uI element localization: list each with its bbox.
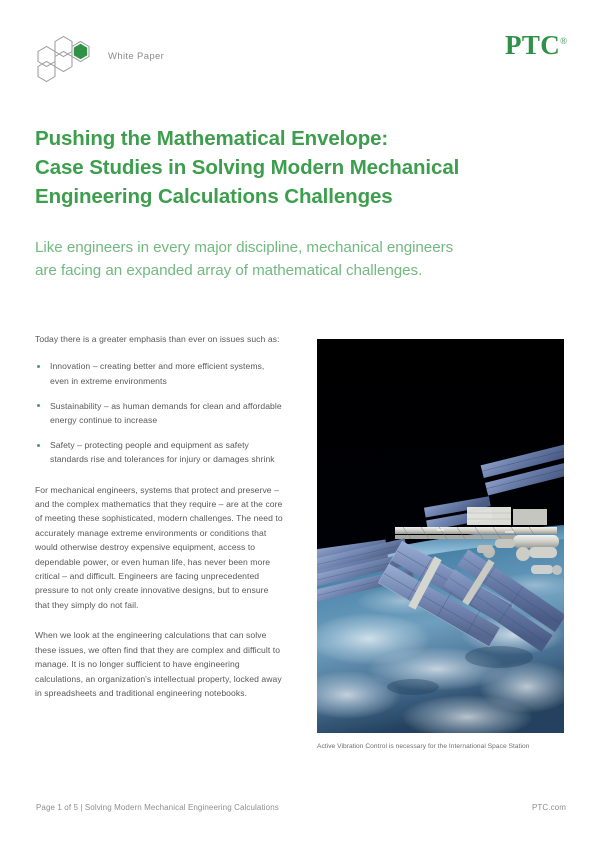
- title-block: [35, 124, 555, 211]
- footer-website-link[interactable]: PTC.com: [531, 803, 566, 812]
- list-item: Innovation – creating better and more efficient systems, even in extreme environments: [35, 359, 285, 387]
- page-subtitle: [35, 236, 555, 282]
- white-paper-label: White Paper: [108, 51, 165, 62]
- figure-block: [317, 339, 564, 752]
- subtitle-line-2: are facing an expanded array of mathematical challenges.: [35, 262, 423, 279]
- list-item: Safety – protecting people and equipment as safety standards rise and tolerances for injury or damages shrink: [35, 438, 285, 466]
- ptc-logo: [505, 32, 567, 59]
- title-line-3: Engineering Calculations Challenges: [35, 185, 393, 208]
- text-column: [35, 332, 285, 710]
- footer-page-info: Page 1 of 5 | Solving Modern Mechanical Engineering Calculations: [36, 803, 279, 812]
- subtitle-line-1: Like engineers in every major discipline, mechanical engineers: [35, 239, 454, 256]
- registered-trademark-icon: ®: [560, 36, 567, 46]
- issues-bullet-list: [35, 359, 285, 466]
- intro-paragraph: Today there is a greater emphasis than ever on issues such as:: [35, 334, 280, 344]
- title-line-2: Case Studies in Solving Modern Mechanical: [35, 156, 460, 179]
- international-space-station-photo: [317, 339, 564, 733]
- list-item: Sustainability – as human demands for clean and affordable energy continue to increase: [35, 399, 285, 427]
- body-paragraph-2: For mechanical engineers, systems that protect and preserve – and the complex mathematics that they require – are at the core of meeting these sophisticated, modern challenges. The need to accurately manage extreme environments or conditions that would otherwise destroy expensive equipment, access to dependable power, or even human life, has never been more critical – and difficult. Engineers are facing unprecedented pressure to not only create innovative designs, but to ensure that they simply do not fail.: [35, 484, 283, 610]
- page-header: [0, 0, 600, 110]
- title-line-1: Pushing the Mathematical Envelope:: [35, 127, 389, 150]
- ptc-wordmark: PTC: [504, 30, 561, 60]
- hexagon-cluster-icon: [36, 30, 114, 92]
- page-footer: [0, 789, 600, 849]
- body-paragraph-3: When we look at the engineering calculations that can solve these issues, we often find that they are complex and difficult to manage. It is no longer sufficient to have engineering calculations, an organization's intellectual property, locked away in spreadsheets and traditional engineering notebooks.: [35, 630, 282, 698]
- page-title: [35, 124, 555, 211]
- figure-caption: Active Vibration Control is necessary for the International Space Station: [317, 743, 530, 750]
